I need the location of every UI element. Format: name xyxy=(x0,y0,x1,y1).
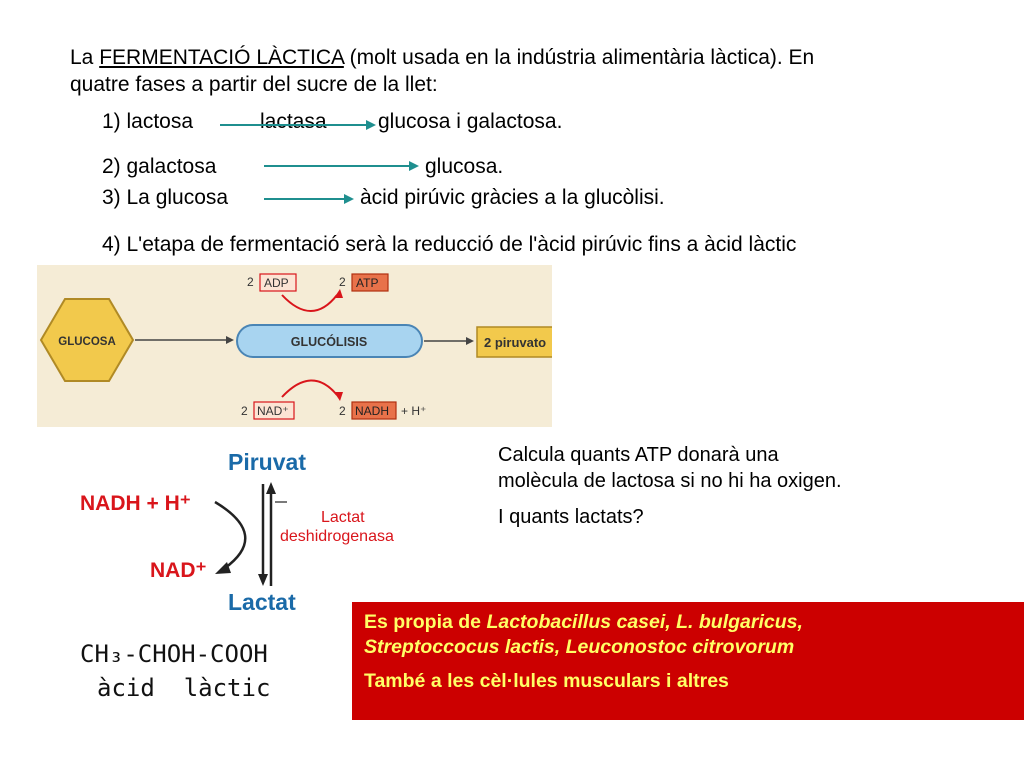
organisms-list-2: Streptoccocus lactis, Leuconostoc citrovorum xyxy=(364,636,795,658)
nadh-count: 2 xyxy=(339,404,346,418)
nadh-h-label: NADH + H⁺ xyxy=(80,492,191,515)
step-4: 4) L'etapa de fermentació serà la reducció de l'àcid pirúvic fins a àcid làctic xyxy=(102,233,797,256)
organisms-box xyxy=(352,602,1024,720)
cofactor-curve-icon xyxy=(215,502,245,568)
step-3-arrow xyxy=(262,192,357,206)
nad-label-text: NAD⁺ xyxy=(257,404,289,418)
organisms-list-1: Lactobacillus casei, L. bulgaricus, xyxy=(486,611,803,633)
nadh-suffix: + H⁺ xyxy=(401,404,427,418)
question-line-2: molècula de lactosa si no hi ha oxigen. xyxy=(498,470,842,492)
step-2-arrow xyxy=(262,159,422,173)
enzyme-line-2: deshidrogenasa xyxy=(280,528,394,545)
adp-label: ADP xyxy=(264,276,289,290)
adp-count: 2 xyxy=(247,275,254,289)
atp-label: ATP xyxy=(356,276,379,290)
organisms-prefix: Es propia de xyxy=(364,611,487,633)
organisms-line-2 xyxy=(364,635,1014,660)
lactic-formula: CH₃-CHOH-COOH xyxy=(80,640,268,668)
lactate-title: Lactat xyxy=(228,589,296,615)
intro-line-1 xyxy=(70,44,814,71)
glycolysis-diagram xyxy=(37,265,552,427)
question-line-3: I quants lactats? xyxy=(498,506,644,528)
step-3-left: 3) La glucosa xyxy=(102,186,229,209)
ldh-diagram xyxy=(75,440,445,620)
question-line-1: Calcula quants ATP donarà una xyxy=(498,444,779,466)
intro-title: FERMENTACIÓ LÀCTICA xyxy=(99,46,344,69)
intro-paragraph xyxy=(70,44,814,98)
step-1-left: 1) lactosa xyxy=(102,110,194,133)
step-3-right: àcid pirúvic gràcies a la glucòlisi. xyxy=(360,186,665,209)
intro-line-2: quatre fases a partir del sucre de la llet: xyxy=(70,73,438,96)
question-block xyxy=(498,442,842,530)
organisms-line-1 xyxy=(364,610,1014,635)
nad-count: 2 xyxy=(241,404,248,418)
step-2-right: glucosa. xyxy=(425,155,504,178)
organisms-line-3: També a les cèl·lules musculars i altres xyxy=(364,670,729,692)
pyruvate-label: 2 piruvato xyxy=(484,335,547,350)
step-1-right: glucosa i galactosa. xyxy=(378,110,563,133)
up-arrow-icon xyxy=(266,482,276,494)
step-1-enzyme: lactasa xyxy=(260,110,327,133)
lactic-name: àcid làctic xyxy=(97,674,271,702)
nad-plus-label: NAD⁺ xyxy=(150,559,207,582)
pyruvate-title: Piruvat xyxy=(228,449,306,475)
nadh-label: NADH xyxy=(355,404,390,418)
down-arrow-icon xyxy=(258,574,268,586)
intro-prefix: La xyxy=(70,46,100,69)
intro-suffix: (molt usada en la indústria alimentària làctica). En xyxy=(343,46,815,69)
enzyme-line-1: Lactat xyxy=(321,509,365,526)
glucose-label: GLUCOSA xyxy=(58,336,116,348)
glycolysis-label: GLUCÓLISIS xyxy=(290,335,368,349)
atp-count: 2 xyxy=(339,275,346,289)
step-1-arrow xyxy=(218,118,378,132)
step-2-left: 2) galactosa xyxy=(102,155,217,178)
